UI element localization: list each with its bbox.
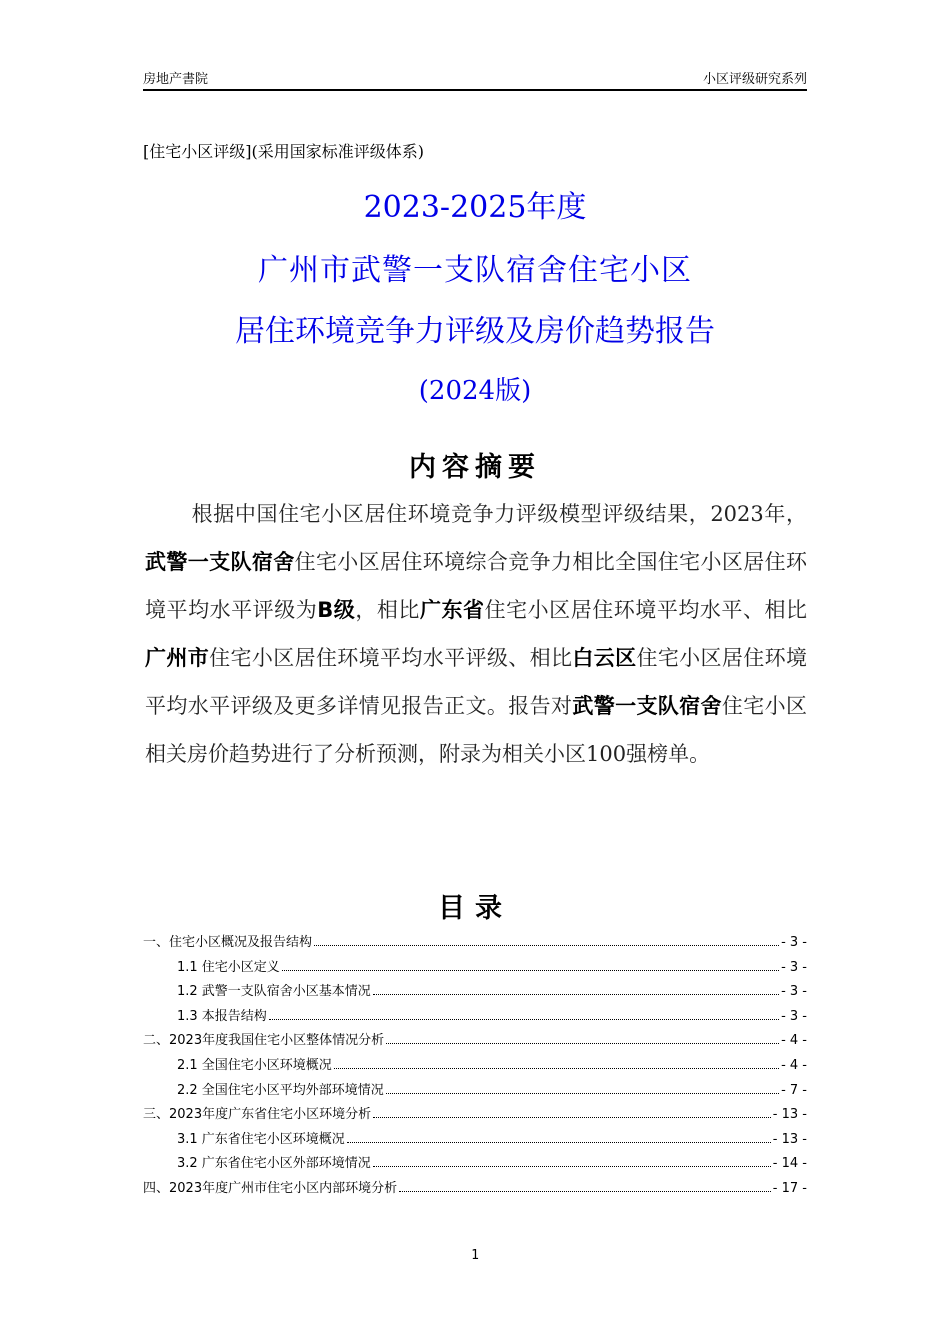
abstract-text: 住宅小区居住环境综合竞争力相比全国住宅小区居住环境平均水平评级为 <box>145 550 808 622</box>
toc-entry[interactable] <box>143 1128 807 1153</box>
abstract-body <box>145 490 807 778</box>
toc-entry-label: 2.2 全国住宅小区平均外部环境情况 <box>177 1082 384 1098</box>
toc-entry-label: 二、2023年度我国住宅小区整体情况分析 <box>143 1033 385 1049</box>
toc-entry[interactable] <box>143 1177 807 1202</box>
toc-leader-dots <box>386 1083 779 1094</box>
toc-entry[interactable] <box>143 1005 807 1030</box>
toc-entry-page: - 13 - <box>772 1131 807 1147</box>
toc-entry[interactable] <box>143 931 807 956</box>
title-report: 居住环境竞争力评级及房价趋势报告 <box>235 314 715 349</box>
toc-entry-label: 1.1 住宅小区定义 <box>177 959 280 975</box>
toc-entry[interactable] <box>143 980 807 1005</box>
abstract-text: ，相比 <box>355 598 420 622</box>
abstract-text: 住宅小区居住环境平均水平、相比 <box>484 598 808 622</box>
abstract-text: 根据中国住宅小区居住环境竞争力评级模型评级结果，2023年， <box>191 502 807 526</box>
toc-heading: 目录 <box>438 893 512 924</box>
header-publisher: 房地产書院 <box>143 72 209 87</box>
header-series: 小区评级研究系列 <box>702 72 807 87</box>
toc-leader-dots <box>334 1058 779 1069</box>
toc-leader-dots <box>373 984 779 995</box>
toc-entry-label: 1.3 本报告结构 <box>177 1008 267 1024</box>
abstract-highlight: 广州市 <box>145 646 210 670</box>
title-community: 广州市武警一支队宿舍住宅小区 <box>258 253 692 288</box>
toc-leader-dots <box>386 1033 779 1044</box>
toc-leader-dots <box>269 1009 779 1020</box>
title-edition: (2024版) <box>418 376 532 406</box>
abstract-highlight: 广东省 <box>419 598 485 622</box>
toc-entry-label: 四、2023年度广州市住宅小区内部环境分析 <box>143 1180 398 1196</box>
toc-leader-dots <box>373 1107 771 1118</box>
toc-entry-page: - 3 - <box>781 1008 807 1024</box>
toc-entry-label: 三、2023年度广东省住宅小区环境分析 <box>143 1107 372 1123</box>
toc-entry-label: 1.2 武警一支队宿舍小区基本情况 <box>177 984 371 1000</box>
toc-entry-label: 3.1 广东省住宅小区环境概况 <box>177 1131 345 1147</box>
toc-entry-label: 3.2 广东省住宅小区外部环境情况 <box>177 1156 371 1172</box>
toc-entry-page: - 3 - <box>781 984 807 1000</box>
toc-leader-dots <box>399 1181 771 1192</box>
toc-entry-page: - 14 - <box>772 1156 807 1172</box>
table-of-contents <box>143 931 807 1202</box>
title-years: 2023-2025年度 <box>363 190 587 225</box>
toc-entry[interactable] <box>143 1054 807 1079</box>
rating-tag-line: [住宅小区评级](采用国家标准评级体系) <box>143 142 424 161</box>
page-header <box>143 67 807 91</box>
toc-entry[interactable] <box>143 1079 807 1104</box>
toc-entry-page: - 7 - <box>781 1082 807 1098</box>
abstract-highlight: 白云区 <box>572 646 637 670</box>
abstract-text: 住宅小区居住环境平均水平评级、相比 <box>209 646 573 670</box>
abstract-highlight: B级 <box>317 598 356 622</box>
toc-entry-page: - 3 - <box>781 959 807 975</box>
toc-entry[interactable] <box>143 1152 807 1177</box>
toc-leader-dots <box>373 1156 771 1167</box>
abstract-highlight: 武警一支队宿舍 <box>145 550 295 574</box>
toc-entry-page: - 4 - <box>781 1057 807 1073</box>
toc-entry[interactable] <box>143 956 807 981</box>
page-number: 1 <box>471 1248 479 1263</box>
abstract-text: 住宅小区相关房价趋势进行了分析预测，附录为相关小区100强榜单。 <box>145 694 808 766</box>
toc-entry-page: - 3 - <box>781 935 807 950</box>
toc-leader-dots <box>314 935 779 946</box>
toc-entry-page: - 4 - <box>781 1033 807 1049</box>
toc-entry[interactable] <box>143 1029 807 1054</box>
abstract-text: 住宅小区居住环境平均水平评级及更多详情见报告正文。报告对 <box>145 646 808 718</box>
toc-entry-page: - 13 - <box>772 1107 807 1123</box>
toc-entry[interactable] <box>143 1103 807 1128</box>
toc-entry-page: - 17 - <box>772 1180 807 1196</box>
toc-entry-label: 2.1 全国住宅小区环境概况 <box>177 1057 332 1073</box>
toc-leader-dots <box>282 960 779 971</box>
toc-leader-dots <box>347 1132 771 1143</box>
toc-entry-label: 一、住宅小区概况及报告结构 <box>143 935 313 950</box>
abstract-heading: 内容摘要 <box>409 452 541 483</box>
abstract-highlight: 武警一支队宿舍 <box>572 694 722 718</box>
